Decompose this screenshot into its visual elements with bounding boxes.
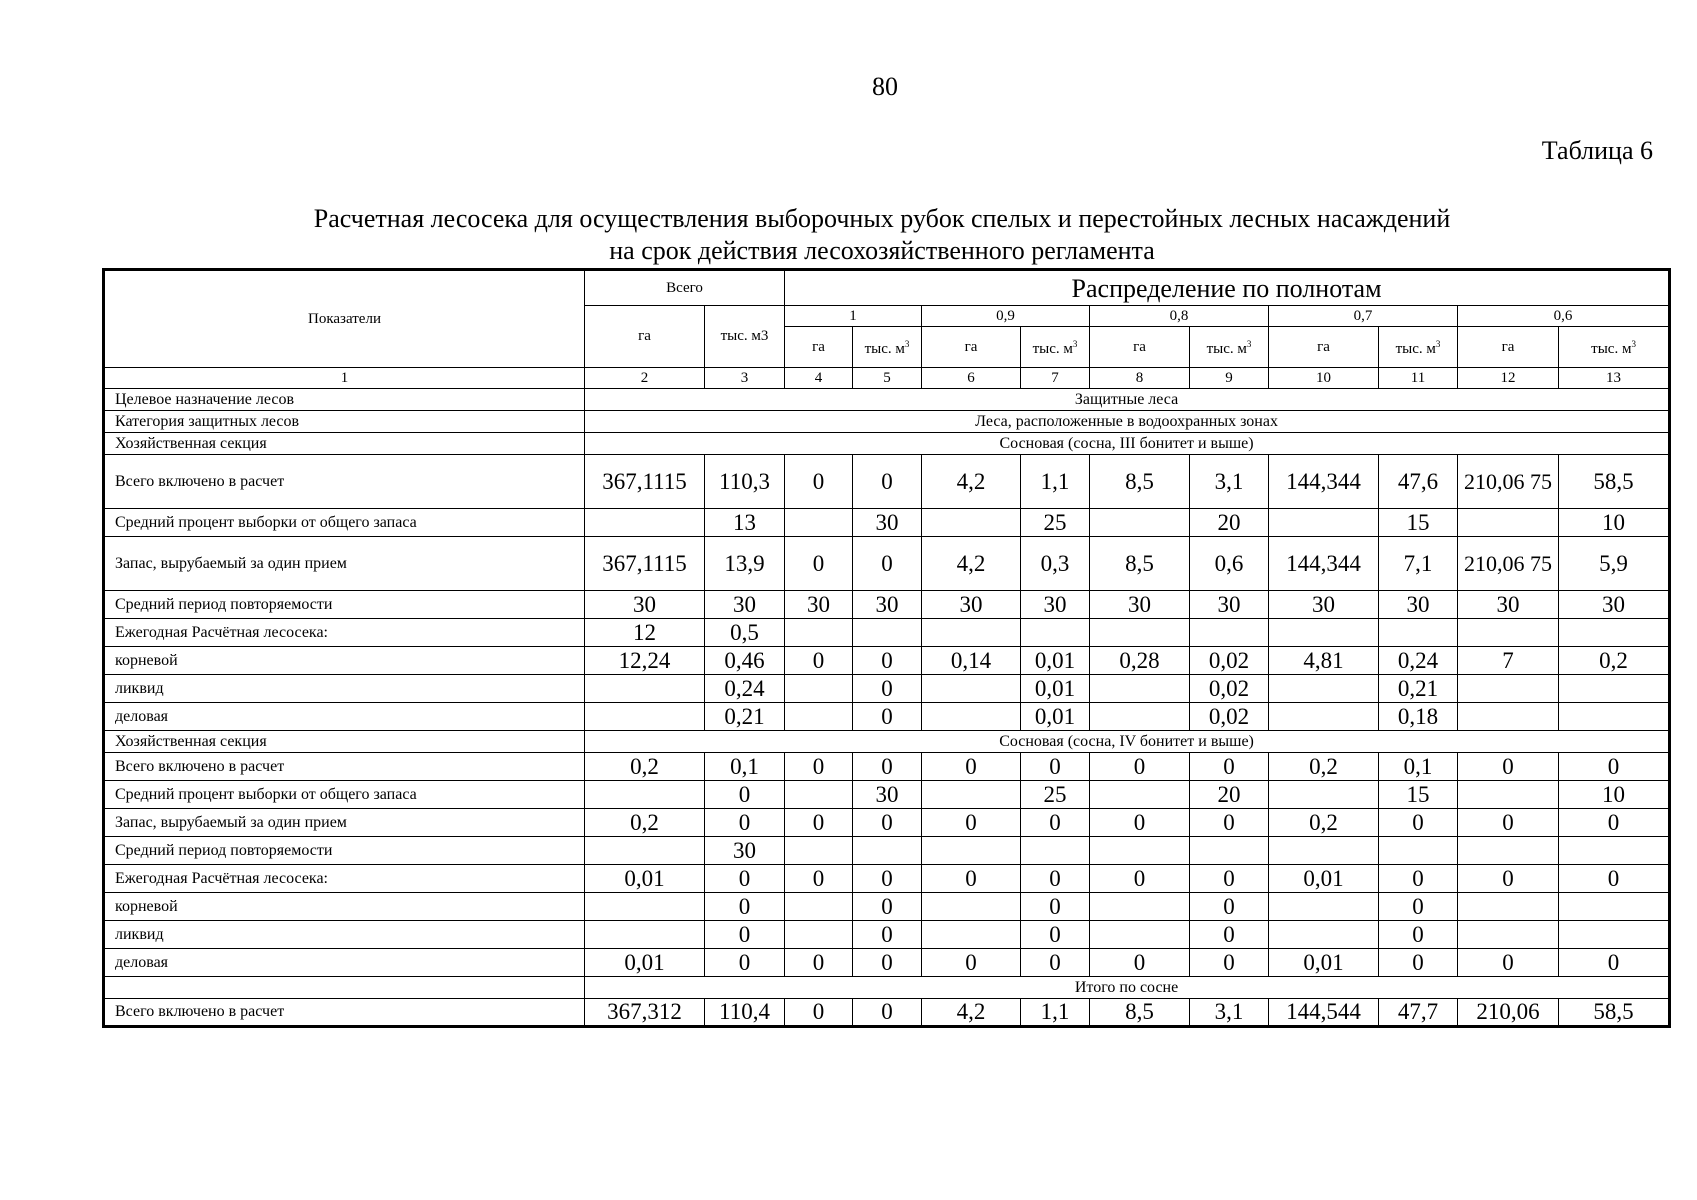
value-cell (1090, 893, 1190, 921)
value-cell: 210,06 75 (1458, 537, 1559, 591)
value-cell: 0,6 (1190, 537, 1269, 591)
value-cell: 0 (853, 675, 922, 703)
header-thou-m3: тыс. $м^3$ (1190, 327, 1269, 368)
row-label: Средний процент выборки от общего запаса (104, 781, 585, 809)
value-cell (1458, 781, 1559, 809)
section-row (104, 411, 1670, 433)
value-cell: 210,06 75 (1458, 455, 1559, 509)
column-number: 9 (1190, 368, 1269, 389)
section-row (104, 433, 1670, 455)
value-cell (785, 781, 853, 809)
title-line-1: Расчетная лесосека для осуществления выборочных рубок спелых и перестойных лесных насаждений (313, 204, 1451, 233)
value-cell: 3,1 (1190, 999, 1269, 1027)
row-label: Категория защитных лесов (104, 411, 585, 433)
header-ha: га (1269, 327, 1379, 368)
value-cell: 367,1115 (585, 455, 705, 509)
value-cell: 110,3 (705, 455, 785, 509)
value-cell: 0,2 (1269, 753, 1379, 781)
data-row (104, 455, 1670, 509)
value-cell: 1,1 (1021, 999, 1090, 1027)
value-cell: 0 (1559, 809, 1670, 837)
column-number: 7 (1021, 368, 1090, 389)
value-cell: 0 (705, 865, 785, 893)
value-cell: 0 (853, 809, 922, 837)
title-line-2: на срок действия лесохозяйственного регламента (609, 236, 1155, 265)
value-cell: 0,2 (585, 809, 705, 837)
value-cell: 13,9 (705, 537, 785, 591)
column-number: 2 (585, 368, 705, 389)
value-cell: 30 (1090, 591, 1190, 619)
value-cell (585, 509, 705, 537)
value-cell (585, 781, 705, 809)
row-label: корневой (104, 893, 585, 921)
value-cell: 0 (1190, 893, 1269, 921)
section-text: Сосновая (сосна, IV бонитет и выше) (585, 731, 1670, 753)
data-row (104, 865, 1670, 893)
data-row (104, 921, 1670, 949)
value-cell: 110,4 (705, 999, 785, 1027)
value-cell: 3,1 (1190, 455, 1269, 509)
value-cell: 0,01 (1021, 675, 1090, 703)
value-cell: 0 (785, 865, 853, 893)
value-cell: 0 (705, 949, 785, 977)
table-title (102, 203, 1662, 267)
value-cell (785, 675, 853, 703)
value-cell: 0 (1379, 921, 1458, 949)
value-cell: 0 (1379, 865, 1458, 893)
value-cell (1559, 675, 1670, 703)
data-row (104, 647, 1670, 675)
value-cell: 0 (785, 949, 853, 977)
row-label: Всего включено в расчет (104, 753, 585, 781)
value-cell: 0 (922, 865, 1021, 893)
value-cell: 8,5 (1090, 999, 1190, 1027)
column-number: 1 (104, 368, 585, 389)
value-cell: 1,1 (1021, 455, 1090, 509)
value-cell (1090, 619, 1190, 647)
value-cell (853, 619, 922, 647)
row-label: Хозяйственная секция (104, 731, 585, 753)
value-cell: 144,344 (1269, 537, 1379, 591)
value-cell: 210,06 (1458, 999, 1559, 1027)
value-cell: 0 (1090, 809, 1190, 837)
value-cell (1190, 619, 1269, 647)
value-cell: 0 (1458, 809, 1559, 837)
value-cell (785, 921, 853, 949)
value-cell: 0 (1021, 809, 1090, 837)
header-density-0-9: 0,9 (922, 306, 1090, 327)
value-cell: 367,312 (585, 999, 705, 1027)
value-cell (1090, 921, 1190, 949)
row-label: Всего включено в расчет (104, 999, 585, 1027)
value-cell (1559, 703, 1670, 731)
data-row (104, 619, 1670, 647)
value-cell: 0,24 (1379, 647, 1458, 675)
value-cell: 0 (853, 949, 922, 977)
column-number: 3 (705, 368, 785, 389)
page-number: 80 (872, 72, 898, 101)
row-label: ликвид (104, 675, 585, 703)
value-cell (1021, 619, 1090, 647)
column-number: 6 (922, 368, 1021, 389)
value-cell: 0 (785, 753, 853, 781)
row-label: Средний период повторяемости (104, 591, 585, 619)
value-cell: 12 (585, 619, 705, 647)
value-cell (785, 619, 853, 647)
value-cell: 0 (1379, 893, 1458, 921)
value-cell: 0 (922, 809, 1021, 837)
value-cell: 30 (853, 509, 922, 537)
header-thou-m3: тыс. $м^3$ (853, 327, 922, 368)
section-text: Леса, расположенные в водоохранных зонах (585, 411, 1670, 433)
section-row (104, 731, 1670, 753)
value-cell: 15 (1379, 781, 1458, 809)
value-cell (1379, 837, 1458, 865)
value-cell: 30 (853, 591, 922, 619)
value-cell: 0,28 (1090, 647, 1190, 675)
table-label: Таблица 6 (1541, 136, 1653, 165)
value-cell: 47,6 (1379, 455, 1458, 509)
section-text: Защитные леса (585, 389, 1670, 411)
value-cell: 30 (705, 837, 785, 865)
value-cell: 0 (1458, 949, 1559, 977)
value-cell (585, 921, 705, 949)
value-cell: 0,5 (705, 619, 785, 647)
value-cell: 7 (1458, 647, 1559, 675)
value-cell: 30 (1269, 591, 1379, 619)
value-cell: 0,1 (1379, 753, 1458, 781)
value-cell (1090, 837, 1190, 865)
value-cell: 0 (1190, 865, 1269, 893)
value-cell: 0 (1021, 949, 1090, 977)
value-cell: 30 (705, 591, 785, 619)
section-row (104, 389, 1670, 411)
value-cell: 0 (1021, 893, 1090, 921)
value-cell (1458, 509, 1559, 537)
value-cell (1559, 837, 1670, 865)
value-cell: 0 (1021, 865, 1090, 893)
value-cell (585, 703, 705, 731)
row-label: Запас, вырубаемый за один прием (104, 537, 585, 591)
value-cell: 0 (922, 949, 1021, 977)
value-cell (585, 837, 705, 865)
header-total: Всего (585, 270, 785, 306)
value-cell: 0,14 (922, 647, 1021, 675)
data-row (104, 999, 1670, 1027)
value-cell: 0 (1559, 865, 1670, 893)
value-cell: 4,2 (922, 455, 1021, 509)
value-cell: 0,24 (705, 675, 785, 703)
value-cell (1458, 893, 1559, 921)
value-cell (1269, 781, 1379, 809)
value-cell: 0,2 (585, 753, 705, 781)
value-cell (1458, 837, 1559, 865)
value-cell: 0 (785, 537, 853, 591)
value-cell: 7,1 (1379, 537, 1458, 591)
column-numbers-row (104, 368, 1670, 389)
value-cell: 0 (785, 999, 853, 1027)
column-number: 11 (1379, 368, 1458, 389)
value-cell: 30 (922, 591, 1021, 619)
value-cell (1559, 893, 1670, 921)
data-row (104, 893, 1670, 921)
value-cell: 0,02 (1190, 647, 1269, 675)
value-cell: 0,01 (1269, 865, 1379, 893)
value-cell: 0 (853, 865, 922, 893)
value-cell: 0,01 (1021, 703, 1090, 731)
value-cell (1269, 509, 1379, 537)
value-cell: 0 (785, 647, 853, 675)
value-cell: 0 (853, 753, 922, 781)
value-cell: 4,81 (1269, 647, 1379, 675)
value-cell: 0 (1379, 949, 1458, 977)
value-cell (922, 703, 1021, 731)
value-cell (585, 893, 705, 921)
column-number: 5 (853, 368, 922, 389)
header-ha: га (1090, 327, 1190, 368)
column-number: 10 (1269, 368, 1379, 389)
value-cell: 0 (1559, 753, 1670, 781)
value-cell (922, 781, 1021, 809)
header-thou-m3: тыс. $м^3$ (1379, 327, 1458, 368)
data-row (104, 837, 1670, 865)
value-cell: 0 (853, 647, 922, 675)
value-cell (785, 893, 853, 921)
value-cell (922, 921, 1021, 949)
value-cell: 0 (1190, 949, 1269, 977)
value-cell (785, 703, 853, 731)
value-cell: 30 (1559, 591, 1670, 619)
value-cell (785, 509, 853, 537)
value-cell: 0 (853, 921, 922, 949)
value-cell: 0 (853, 999, 922, 1027)
header-indicators: Показатели (104, 270, 585, 368)
value-cell: 0,2 (1559, 647, 1670, 675)
value-cell (1021, 837, 1090, 865)
header-distribution: Распределение по полнотам (785, 270, 1670, 306)
data-row (104, 675, 1670, 703)
value-cell: 0 (922, 753, 1021, 781)
value-cell (1269, 837, 1379, 865)
value-cell: 0,1 (705, 753, 785, 781)
value-cell: 0,21 (705, 703, 785, 731)
row-label: Средний период повторяемости (104, 837, 585, 865)
value-cell: 0 (1021, 753, 1090, 781)
value-cell (1269, 619, 1379, 647)
value-cell: 0 (1190, 921, 1269, 949)
value-cell: 0 (1021, 921, 1090, 949)
value-cell (1458, 619, 1559, 647)
header-ha: га (922, 327, 1021, 368)
value-cell: 0,01 (585, 949, 705, 977)
value-cell (1559, 619, 1670, 647)
value-cell: 58,5 (1559, 455, 1670, 509)
row-label: Средний процент выборки от общего запаса (104, 509, 585, 537)
value-cell: 4,2 (922, 537, 1021, 591)
section-row (104, 977, 1670, 999)
data-row (104, 809, 1670, 837)
section-text: Итого по сосне (585, 977, 1670, 999)
value-cell: 0,21 (1379, 675, 1458, 703)
data-row (104, 781, 1670, 809)
value-cell: 0 (785, 809, 853, 837)
value-cell (1090, 703, 1190, 731)
value-cell: 30 (1190, 591, 1269, 619)
data-row (104, 509, 1670, 537)
header-density-1: 1 (785, 306, 922, 327)
row-label: деловая (104, 949, 585, 977)
row-label (104, 977, 585, 999)
value-cell (922, 893, 1021, 921)
value-cell: 0 (705, 893, 785, 921)
value-cell: 0 (1458, 865, 1559, 893)
value-cell: 0,01 (585, 865, 705, 893)
value-cell: 0,02 (1190, 675, 1269, 703)
value-cell: 47,7 (1379, 999, 1458, 1027)
value-cell: 10 (1559, 509, 1670, 537)
value-cell (1090, 675, 1190, 703)
header-ha: га (785, 327, 853, 368)
value-cell: 25 (1021, 509, 1090, 537)
value-cell: 30 (1021, 591, 1090, 619)
value-cell: 15 (1379, 509, 1458, 537)
value-cell (1458, 675, 1559, 703)
value-cell: 0 (853, 703, 922, 731)
value-cell (1090, 509, 1190, 537)
header-ha: га (1458, 327, 1559, 368)
value-cell (922, 675, 1021, 703)
header-thou-m3: тыс. $м^3$ (1559, 327, 1670, 368)
row-label: Запас, вырубаемый за один прием (104, 809, 585, 837)
data-row (104, 753, 1670, 781)
value-cell: 20 (1190, 509, 1269, 537)
value-cell: 0,01 (1021, 647, 1090, 675)
value-cell: 58,5 (1559, 999, 1670, 1027)
data-row (104, 949, 1670, 977)
value-cell (922, 619, 1021, 647)
value-cell: 144,544 (1269, 999, 1379, 1027)
header-density-0-8: 0,8 (1090, 306, 1269, 327)
row-label: Ежегодная Расчётная лесосека: (104, 865, 585, 893)
value-cell: 30 (1458, 591, 1559, 619)
value-cell: 0 (1190, 809, 1269, 837)
cutting-area-table (102, 268, 1671, 1028)
value-cell (922, 837, 1021, 865)
value-cell: 0 (1090, 753, 1190, 781)
value-cell: 0 (785, 455, 853, 509)
value-cell (1269, 675, 1379, 703)
value-cell: 0,18 (1379, 703, 1458, 731)
value-cell: 0 (1559, 949, 1670, 977)
value-cell: 0 (853, 893, 922, 921)
column-number: 8 (1090, 368, 1190, 389)
value-cell: 367,1115 (585, 537, 705, 591)
value-cell: 144,344 (1269, 455, 1379, 509)
value-cell (785, 837, 853, 865)
value-cell: 30 (585, 591, 705, 619)
value-cell: 10 (1559, 781, 1670, 809)
value-cell: 0 (1379, 809, 1458, 837)
row-label: корневой (104, 647, 585, 675)
header-density-0-7: 0,7 (1269, 306, 1458, 327)
value-cell: 30 (853, 781, 922, 809)
value-cell: 0 (1090, 865, 1190, 893)
value-cell: 30 (785, 591, 853, 619)
value-cell: 20 (1190, 781, 1269, 809)
header-density-0-6: 0,6 (1458, 306, 1670, 327)
value-cell: 4,2 (922, 999, 1021, 1027)
row-label: Всего включено в расчет (104, 455, 585, 509)
value-cell: 0,2 (1269, 809, 1379, 837)
value-cell (1458, 703, 1559, 731)
value-cell: 8,5 (1090, 537, 1190, 591)
value-cell (1090, 781, 1190, 809)
value-cell: 8,5 (1090, 455, 1190, 509)
value-cell: 0,02 (1190, 703, 1269, 731)
value-cell: 0 (705, 921, 785, 949)
value-cell: 0 (1190, 753, 1269, 781)
value-cell: 30 (1379, 591, 1458, 619)
row-label: Целевое назначение лесов (104, 389, 585, 411)
value-cell (1269, 893, 1379, 921)
value-cell (585, 675, 705, 703)
row-label: ликвид (104, 921, 585, 949)
column-number: 4 (785, 368, 853, 389)
value-cell (1458, 921, 1559, 949)
value-cell: 13 (705, 509, 785, 537)
data-row (104, 591, 1670, 619)
value-cell (1269, 921, 1379, 949)
row-label: Ежегодная Расчётная лесосека: (104, 619, 585, 647)
row-label: Хозяйственная секция (104, 433, 585, 455)
header-total-thou-m3: тыс. м3 (705, 306, 785, 368)
header-total-ha: га (585, 306, 705, 368)
value-cell: 0 (705, 781, 785, 809)
value-cell (922, 509, 1021, 537)
header-thou-m3: тыс. $м^3$ (1021, 327, 1090, 368)
value-cell: 0,3 (1021, 537, 1090, 591)
value-cell: 0 (705, 809, 785, 837)
value-cell (1559, 921, 1670, 949)
row-label: деловая (104, 703, 585, 731)
value-cell (1269, 703, 1379, 731)
data-row (104, 703, 1670, 731)
column-number: 13 (1559, 368, 1670, 389)
value-cell: 0 (853, 455, 922, 509)
value-cell: 12,24 (585, 647, 705, 675)
value-cell: 0 (1458, 753, 1559, 781)
table-body (104, 389, 1670, 1027)
value-cell: 25 (1021, 781, 1090, 809)
value-cell: 0,46 (705, 647, 785, 675)
section-text: Сосновая (сосна, III бонитет и выше) (585, 433, 1670, 455)
data-row (104, 537, 1670, 591)
value-cell (853, 837, 922, 865)
value-cell: 5,9 (1559, 537, 1670, 591)
value-cell: 0 (1090, 949, 1190, 977)
value-cell (1379, 619, 1458, 647)
column-number: 12 (1458, 368, 1559, 389)
value-cell (1190, 837, 1269, 865)
value-cell: 0,01 (1269, 949, 1379, 977)
value-cell: 0 (853, 537, 922, 591)
